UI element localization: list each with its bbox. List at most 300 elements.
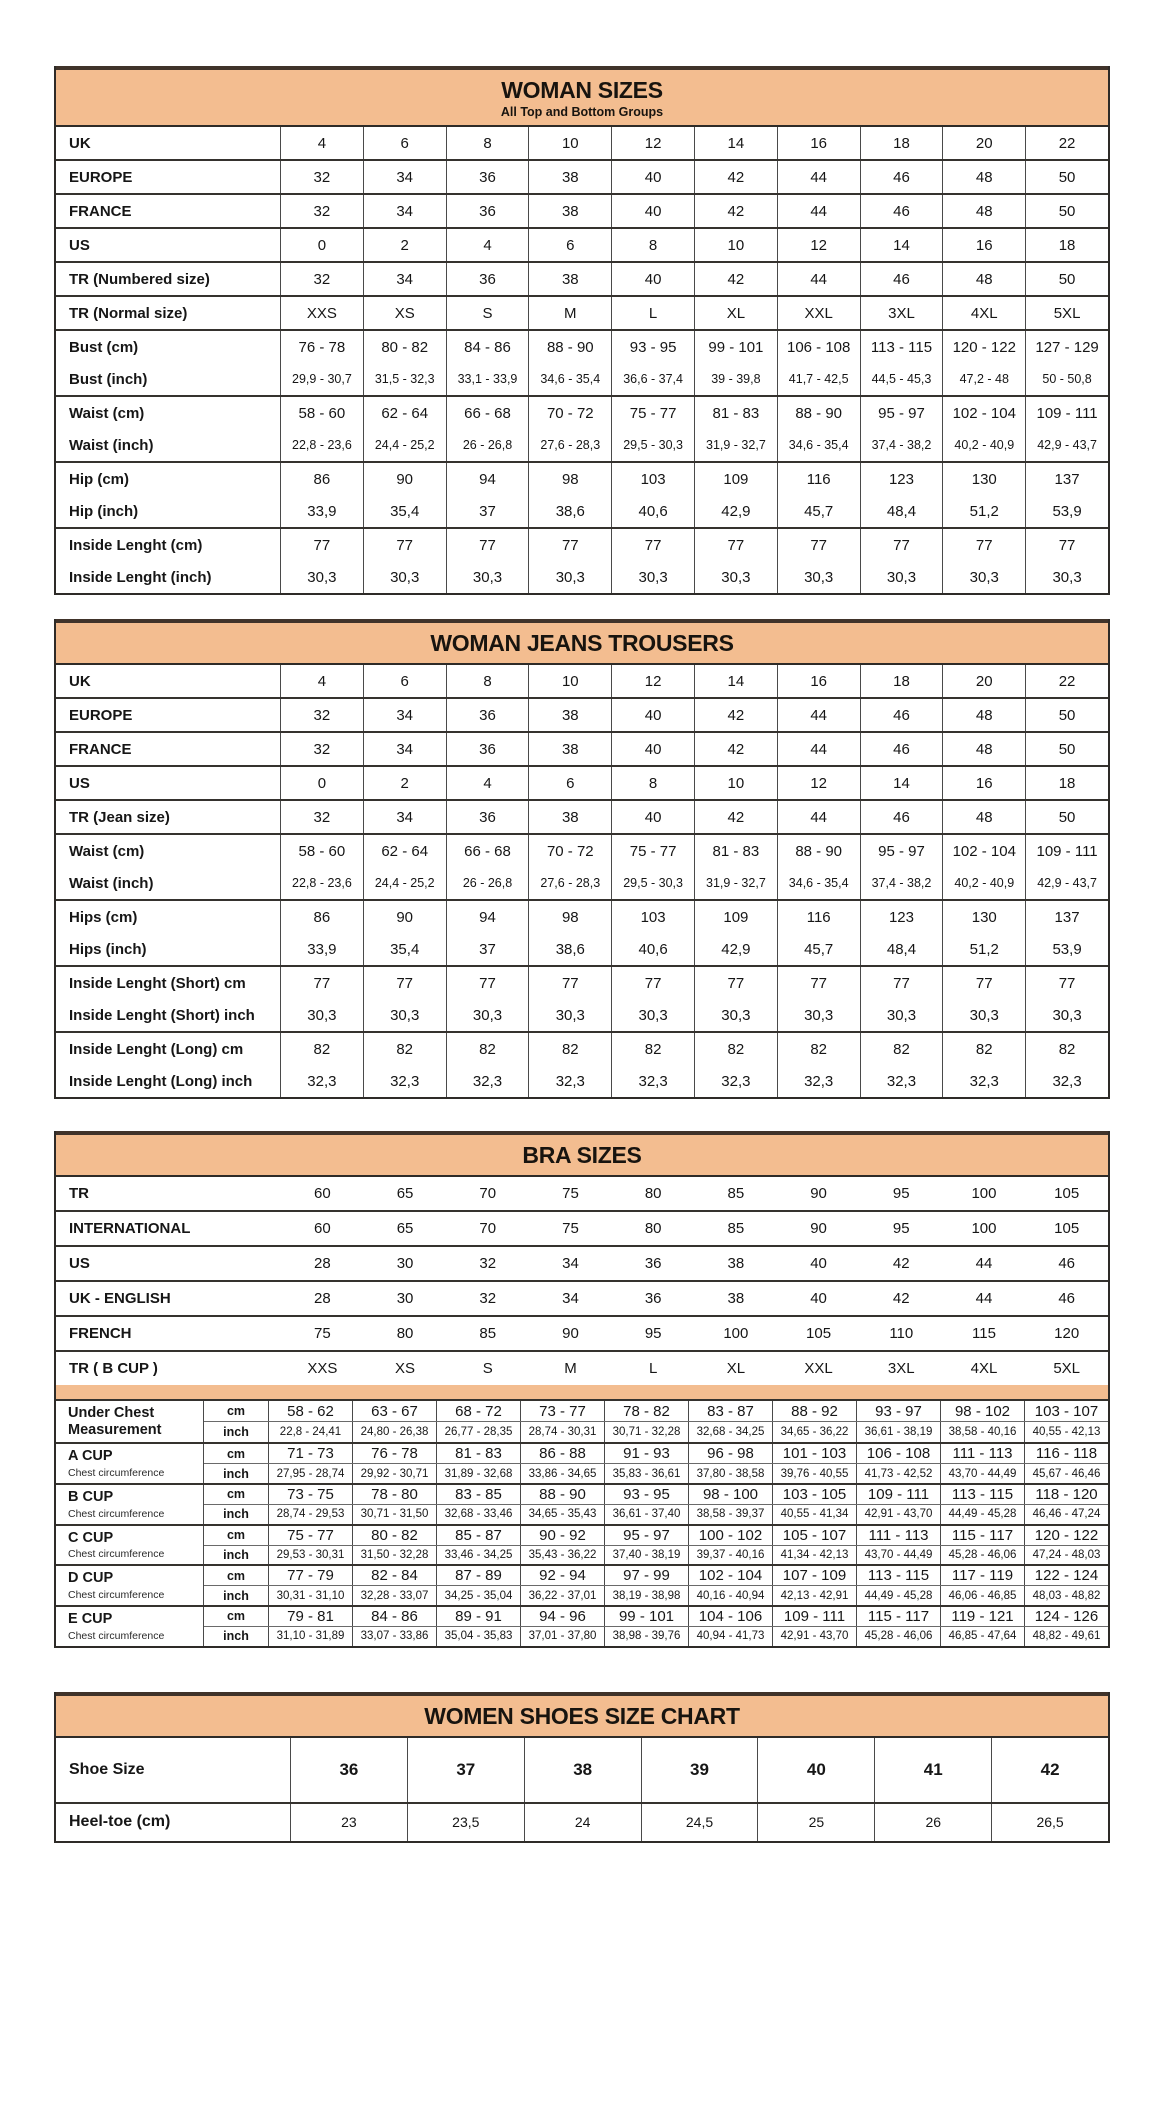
table-cell: 3XL — [861, 297, 944, 329]
cup-name-label: D CUP — [68, 1570, 114, 1587]
row-label: Hips (inch) — [56, 933, 281, 965]
row-group — [56, 1352, 1108, 1385]
table-cell: 34 — [562, 1290, 579, 1307]
table-cell: 82 — [695, 1033, 778, 1065]
table-cell: 82 - 84 — [353, 1566, 437, 1585]
table-cell: 34 — [364, 699, 447, 731]
table-cell: 6 — [364, 665, 447, 697]
table-cell: 90 — [810, 1185, 827, 1202]
table-cell: 48 — [943, 733, 1026, 765]
table-cell: 46 — [861, 801, 944, 833]
table-cell: 14 — [695, 665, 778, 697]
table-cell: 14 — [861, 229, 944, 261]
row-group-label — [56, 1526, 204, 1565]
table-cell: 48 — [943, 195, 1026, 227]
table-cell: 12 — [778, 229, 861, 261]
row-group — [56, 397, 1108, 463]
table-cell: 28,74 - 30,31 — [521, 1422, 605, 1442]
table-cell: 36 — [644, 1290, 662, 1307]
table-cell: 34 — [562, 1255, 579, 1272]
table-cell: 44 — [778, 161, 861, 193]
row-label: Inside Lenght (Short) cm — [56, 967, 281, 999]
table-cell: L — [612, 297, 695, 329]
table-cell: 40 — [612, 699, 695, 731]
table-cell: 38 — [727, 1255, 745, 1272]
table-cell: 8 — [447, 665, 530, 697]
unit-label: inch — [204, 1464, 269, 1483]
table-cell: 95 — [892, 1185, 910, 1202]
table-cell: 100 — [723, 1325, 749, 1342]
table-cell: 50 - 50,8 — [1042, 372, 1092, 386]
table-cell: 127 - 129 — [1035, 338, 1099, 356]
table-cell: 34,25 - 35,04 — [437, 1586, 521, 1605]
table-cell: 45,28 - 46,06 — [857, 1627, 941, 1646]
table-cell: 85 - 87 — [437, 1526, 521, 1545]
table-cell: 80 — [644, 1220, 662, 1237]
row-group-label — [56, 1485, 204, 1524]
row-group-rows — [204, 1401, 1108, 1442]
table-cell: 42 — [695, 161, 778, 193]
row-label: Bust (cm) — [56, 331, 281, 363]
table-cell: 29,92 - 30,71 — [353, 1464, 437, 1483]
unit-label: inch — [204, 1546, 269, 1565]
table-cell: 80 - 82 — [353, 1526, 437, 1545]
table-cell: 32,68 - 33,46 — [437, 1505, 521, 1524]
table-row — [56, 561, 1108, 593]
row-group-label — [56, 1607, 204, 1646]
table-cell: 20 — [943, 127, 1026, 159]
table-cell: 36 — [447, 161, 530, 193]
table-cell: 106 - 108 — [857, 1444, 941, 1463]
table-cell: 38,6 — [529, 933, 612, 965]
table-cell: 120 - 122 — [943, 331, 1026, 363]
table-cell: 60 — [314, 1220, 331, 1237]
table-cell: 44 — [778, 263, 861, 295]
table-cell: 30,3 — [778, 561, 861, 593]
row-group — [56, 767, 1108, 801]
table-row — [56, 363, 1108, 395]
table-cell: 16 — [943, 229, 1026, 261]
table-row — [204, 1566, 1108, 1585]
table-cell: 30,3 — [943, 999, 1026, 1031]
table-title: WOMAN SIZES — [501, 77, 663, 103]
table-cell: 65 — [396, 1220, 414, 1237]
cup-name-label: B CUP — [68, 1489, 114, 1506]
table-cell: 28 — [314, 1255, 331, 1272]
table-cell: 34 — [364, 801, 447, 833]
table-cell: 82 — [612, 1033, 695, 1065]
table-row — [56, 127, 1108, 159]
table-cell: 116 - 118 — [1035, 1445, 1098, 1463]
table-cell: 8 — [612, 229, 695, 261]
table-row — [56, 397, 1108, 429]
table-row — [204, 1626, 1108, 1646]
row-group — [56, 967, 1108, 1033]
table-cell: 76 - 78 — [281, 331, 364, 363]
table-cell: 77 — [778, 967, 861, 999]
row-label: Heel-toe (cm) — [56, 1804, 291, 1841]
row-group — [56, 1317, 1108, 1352]
row-group — [56, 1282, 1108, 1317]
table-cell: 90 - 92 — [521, 1526, 605, 1545]
woman-jeans-header — [56, 619, 1108, 665]
table-cell: 42 — [892, 1255, 910, 1272]
table-row — [56, 463, 1108, 495]
table-cell: 109 - 111 — [773, 1607, 857, 1626]
row-label: FRENCH — [69, 1325, 132, 1342]
table-cell: 46 — [861, 733, 944, 765]
table-cell: 58 - 60 — [281, 397, 364, 429]
table-cell: 109 - 111 — [1036, 404, 1098, 422]
table-cell: 10 — [695, 767, 778, 799]
table-cell: 26,77 - 28,35 — [437, 1422, 521, 1442]
table-cell: 40,55 - 42,13 — [1032, 1426, 1101, 1439]
row-group-rows — [204, 1485, 1108, 1524]
row-group — [56, 1401, 1108, 1444]
table-cell: 80 - 82 — [364, 331, 447, 363]
table-cell: 95 — [892, 1220, 910, 1237]
table-cell: 101 - 103 — [773, 1444, 857, 1463]
table-cell: 40,16 - 40,94 — [689, 1586, 773, 1605]
unit-label: cm — [204, 1607, 269, 1626]
row-label: Bust (inch) — [56, 363, 281, 395]
table-cell: XL — [695, 297, 778, 329]
table-cell: 105 — [806, 1325, 832, 1342]
table-cell: 38,58 - 40,16 — [941, 1422, 1025, 1442]
row-label: Hips (cm) — [56, 901, 281, 933]
table-cell: 35,83 - 36,61 — [605, 1464, 689, 1483]
table-cell: 48,03 - 48,82 — [1032, 1589, 1101, 1602]
table-cell: 18 — [861, 665, 944, 697]
table-cell: 32,3 — [364, 1065, 447, 1097]
table-row — [56, 1177, 1108, 1210]
table-cell: 102 - 104 — [943, 397, 1026, 429]
table-cell: 33,9 — [281, 495, 364, 527]
table-cell: 80 — [396, 1325, 414, 1342]
table-cell: 48 — [943, 801, 1026, 833]
table-cell: 42,91 - 43,70 — [773, 1627, 857, 1646]
table-row — [56, 1738, 1108, 1802]
woman-sizes-table — [54, 66, 1110, 595]
table-row — [56, 767, 1108, 799]
unit-label: cm — [204, 1526, 269, 1545]
table-cell: 103 — [612, 901, 695, 933]
row-group — [56, 331, 1108, 397]
unit-label: cm — [204, 1485, 269, 1504]
table-cell: 113 - 115 — [857, 1566, 941, 1585]
unit-label: cm — [204, 1444, 269, 1463]
row-group — [56, 1738, 1108, 1804]
row-label: Inside Lenght (inch) — [56, 561, 281, 593]
row-group-rows — [204, 1566, 1108, 1605]
table-cell: 30,3 — [861, 561, 944, 593]
table-cell: 90 — [364, 463, 447, 495]
table-cell: 84 - 86 — [447, 331, 530, 363]
table-cell: 41,7 - 42,5 — [778, 363, 861, 395]
table-cell: 3XL — [887, 1360, 915, 1377]
row-label: TR (Normal size) — [56, 297, 281, 329]
table-cell: 34 — [364, 161, 447, 193]
table-cell: 41,34 - 42,13 — [773, 1546, 857, 1565]
table-cell: 77 — [529, 529, 612, 561]
table-row — [56, 1033, 1108, 1065]
row-group — [56, 463, 1108, 529]
table-cell: 109 — [695, 463, 778, 495]
table-cell: 34 — [364, 263, 447, 295]
table-cell: 30 — [396, 1255, 414, 1272]
table-row — [56, 331, 1108, 363]
table-cell: 80 — [644, 1185, 662, 1202]
table-cell: 111 - 113 — [857, 1526, 941, 1545]
table-cell: 122 - 124 — [1034, 1567, 1099, 1585]
table-cell: 109 - 111 — [1036, 842, 1098, 860]
table-cell: 123 — [861, 901, 944, 933]
table-cell: 34,6 - 35,4 — [529, 363, 612, 395]
table-cell: 75 - 77 — [612, 397, 695, 429]
table-cell: 26 - 26,8 — [447, 429, 530, 461]
table-cell: 14 — [695, 127, 778, 159]
table-cell: 39 - 39,8 — [695, 363, 778, 395]
table-cell: 48,4 — [861, 495, 944, 527]
table-cell: 105 - 107 — [773, 1526, 857, 1545]
table-row — [56, 1317, 1108, 1350]
table-cell: 5XL — [1053, 304, 1081, 322]
table-cell: 6 — [529, 767, 612, 799]
table-cell: 36,61 - 38,19 — [857, 1422, 941, 1442]
table-cell: 98 - 102 — [941, 1401, 1025, 1421]
table-cell: 30 — [396, 1290, 414, 1307]
table-cell: 50 — [1058, 706, 1076, 724]
row-group — [56, 529, 1108, 593]
table-cell: 98 - 100 — [689, 1485, 773, 1504]
table-row — [56, 867, 1108, 899]
table-cell: 37,80 - 38,58 — [689, 1464, 773, 1483]
table-cell: 62 - 64 — [364, 397, 447, 429]
table-cell: 42 — [892, 1290, 910, 1307]
bra-cup-measurement-rows — [56, 1401, 1108, 1646]
table-cell: 92 - 94 — [521, 1566, 605, 1585]
table-cell: 106 - 108 — [778, 331, 861, 363]
table-cell: 29,5 - 30,3 — [612, 867, 695, 899]
women-shoes-size-chart-table — [54, 1692, 1110, 1843]
table-cell: 2 — [364, 767, 447, 799]
table-cell: 77 — [529, 967, 612, 999]
row-group — [56, 699, 1108, 733]
table-cell: 103 - 107 — [1034, 1402, 1099, 1420]
table-cell: 4 — [281, 127, 364, 159]
table-cell: 50 — [1058, 168, 1076, 186]
table-cell: 38,58 - 39,37 — [689, 1505, 773, 1524]
table-cell: 40,94 - 41,73 — [689, 1627, 773, 1646]
table-cell: 10 — [695, 229, 778, 261]
table-cell: 22,8 - 23,6 — [281, 429, 364, 461]
table-cell: 33,07 - 33,86 — [353, 1627, 437, 1646]
table-cell: 90 — [364, 901, 447, 933]
table-cell: 77 — [1058, 974, 1076, 992]
table-row — [56, 429, 1108, 461]
table-cell: 82 — [861, 1033, 944, 1065]
row-group — [56, 1247, 1108, 1282]
table-cell: 32,3 — [1052, 1072, 1082, 1090]
row-group — [56, 127, 1108, 161]
table-cell: 45,7 — [778, 495, 861, 527]
row-group — [56, 297, 1108, 331]
table-cell: 53,9 — [1052, 940, 1082, 958]
table-cell: 48,82 - 49,61 — [1032, 1630, 1101, 1643]
row-label: UK — [56, 665, 281, 697]
table-cell: 27,6 - 28,3 — [529, 867, 612, 899]
table-cell: 36 — [447, 699, 530, 731]
table-row — [204, 1607, 1108, 1626]
table-cell: 130 — [943, 463, 1026, 495]
table-cell: 115 — [972, 1325, 996, 1342]
table-cell: 36,22 - 37,01 — [521, 1586, 605, 1605]
row-label: INTERNATIONAL — [69, 1220, 191, 1237]
unit-label: cm — [204, 1566, 269, 1585]
table-cell: 32,3 — [695, 1065, 778, 1097]
women-shoes-body — [56, 1738, 1108, 1841]
table-cell: 105 — [1054, 1220, 1080, 1237]
table-cell: 77 — [612, 967, 695, 999]
woman-jeans-body — [56, 665, 1108, 1097]
row-label: Hip (inch) — [56, 495, 281, 527]
table-cell: 23 — [291, 1804, 408, 1841]
table-cell: 105 — [1054, 1185, 1080, 1202]
table-cell: 42,9 - 43,7 — [1037, 438, 1097, 452]
table-cell: 100 - 102 — [689, 1526, 773, 1545]
row-group — [56, 1804, 1108, 1841]
table-cell: 33,1 - 33,9 — [447, 363, 530, 395]
table-cell: 39 — [642, 1738, 759, 1802]
table-cell: 24,4 - 25,2 — [364, 867, 447, 899]
table-cell: 77 — [364, 529, 447, 561]
table-cell: 77 — [281, 529, 364, 561]
table-cell: 40 — [612, 263, 695, 295]
table-cell: 103 — [612, 463, 695, 495]
table-cell: 22 — [1058, 672, 1076, 690]
table-cell: 100 — [971, 1220, 997, 1237]
table-cell: 16 — [778, 127, 861, 159]
table-cell: 44 — [778, 699, 861, 731]
table-cell: 32,3 — [281, 1065, 364, 1097]
table-cell: 36 — [447, 801, 530, 833]
table-cell: 29,9 - 30,7 — [281, 363, 364, 395]
table-cell: 75 - 77 — [612, 835, 695, 867]
table-cell: 42 — [695, 195, 778, 227]
table-cell: 42,9 — [695, 933, 778, 965]
table-cell: 81 - 83 — [695, 397, 778, 429]
table-row — [56, 835, 1108, 867]
table-cell: 30,3 — [529, 561, 612, 593]
table-cell: 31,9 - 32,7 — [695, 867, 778, 899]
table-cell: 36 — [644, 1255, 662, 1272]
table-subtitle: All Top and Bottom Groups — [500, 105, 664, 119]
unit-label: inch — [204, 1505, 269, 1524]
table-cell: 42 — [695, 801, 778, 833]
table-cell: 36,61 - 37,40 — [605, 1505, 689, 1524]
table-row — [204, 1545, 1108, 1565]
unit-label: inch — [204, 1586, 269, 1605]
table-row — [204, 1585, 1108, 1605]
table-cell: 33,46 - 34,25 — [437, 1546, 521, 1565]
row-group — [56, 161, 1108, 195]
table-cell: 99 - 101 — [605, 1607, 689, 1626]
table-cell: 30,3 — [1052, 568, 1082, 586]
row-group — [56, 1444, 1108, 1485]
table-cell: 48 — [943, 263, 1026, 295]
table-cell: 47,24 - 48,03 — [1032, 1548, 1101, 1561]
table-row — [56, 297, 1108, 329]
table-cell: 24,80 - 26,38 — [353, 1422, 437, 1442]
table-cell: 46 — [861, 263, 944, 295]
table-cell: 91 - 93 — [605, 1444, 689, 1463]
table-cell: 37,4 - 38,2 — [861, 429, 944, 461]
table-cell: 14 — [861, 767, 944, 799]
row-label: EUROPE — [56, 699, 281, 731]
table-row — [56, 229, 1108, 261]
table-cell: 42,9 - 43,7 — [1037, 876, 1097, 890]
cup-name-label: Under Chest Measurement — [68, 1405, 162, 1438]
table-cell: 38 — [529, 699, 612, 731]
table-cell: 82 — [1058, 1040, 1076, 1058]
table-row — [204, 1504, 1108, 1524]
table-cell: 30,3 — [943, 561, 1026, 593]
table-cell: 36,6 - 37,4 — [612, 363, 695, 395]
table-cell: 30,3 — [695, 561, 778, 593]
row-label: Shoe Size — [56, 1738, 291, 1802]
table-cell: 36 — [291, 1738, 408, 1802]
table-cell: 77 — [861, 967, 944, 999]
table-cell: 4 — [447, 767, 530, 799]
row-label: Inside Lenght (Long) cm — [56, 1033, 281, 1065]
table-cell: 94 — [447, 463, 530, 495]
table-cell: 63 - 67 — [353, 1401, 437, 1421]
cup-sublabel: Chest circumference — [68, 1589, 165, 1602]
table-cell: 16 — [943, 767, 1026, 799]
table-cell: 46 — [1058, 1255, 1076, 1272]
unit-label: inch — [204, 1422, 269, 1442]
table-cell: 84 - 86 — [353, 1607, 437, 1626]
table-cell: 39,37 - 40,16 — [689, 1546, 773, 1565]
table-cell: 50 — [1058, 808, 1076, 826]
table-cell: 137 — [1054, 908, 1080, 926]
table-cell: 77 — [612, 529, 695, 561]
table-cell: 32,68 - 34,25 — [689, 1422, 773, 1442]
table-cell: 31,89 - 32,68 — [437, 1464, 521, 1483]
table-cell: 34 — [364, 733, 447, 765]
table-cell: 30,31 - 31,10 — [269, 1586, 353, 1605]
table-cell: 88 - 90 — [778, 835, 861, 867]
row-group-rows — [204, 1444, 1108, 1483]
table-cell: 82 — [778, 1033, 861, 1065]
table-cell: 117 - 119 — [941, 1566, 1025, 1585]
table-cell: 38 — [529, 195, 612, 227]
table-cell: M — [529, 297, 612, 329]
row-group — [56, 901, 1108, 967]
table-cell: 45,28 - 46,06 — [941, 1546, 1025, 1565]
table-cell: 46,85 - 47,64 — [941, 1627, 1025, 1646]
table-cell: 30,3 — [529, 999, 612, 1031]
row-group-label — [56, 1401, 204, 1442]
table-cell: 82 — [943, 1033, 1026, 1065]
row-label: Inside Lenght (cm) — [56, 529, 281, 561]
table-cell: XXL — [778, 297, 861, 329]
table-row — [56, 529, 1108, 561]
table-cell: 32,3 — [778, 1065, 861, 1097]
table-cell: 77 — [778, 529, 861, 561]
table-cell: 97 - 99 — [605, 1566, 689, 1585]
table-row — [56, 1065, 1108, 1097]
